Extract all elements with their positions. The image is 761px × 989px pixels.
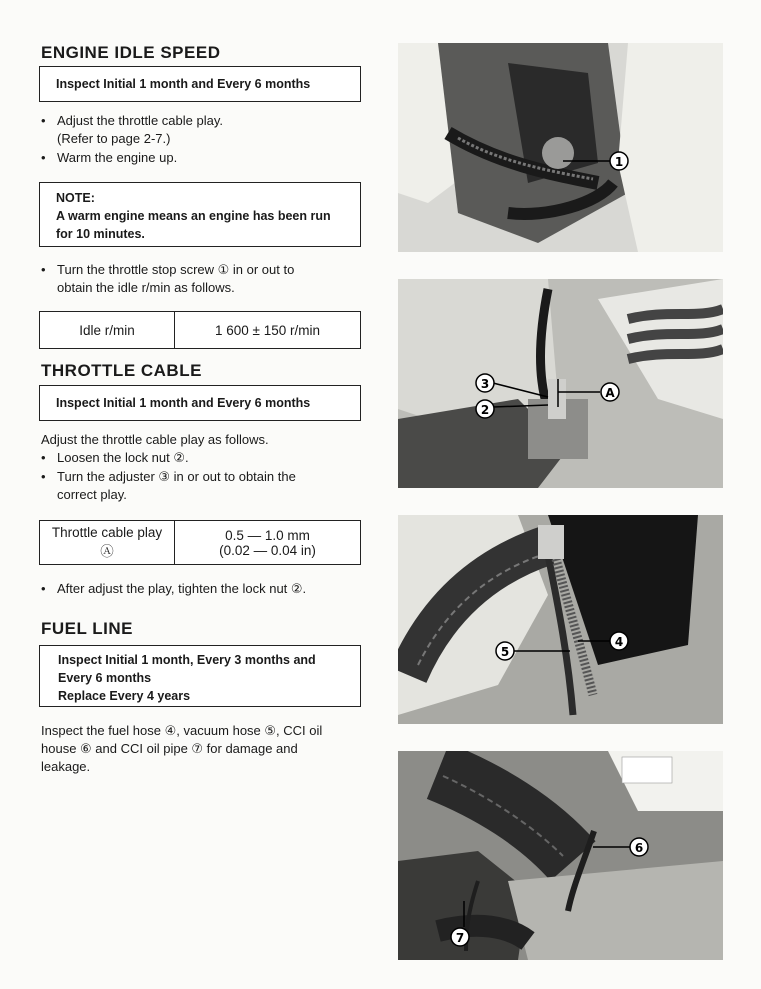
throttle-play-label-cell <box>40 521 175 564</box>
idle-spec-value-cell <box>175 312 360 348</box>
engine-idle-interval-box <box>39 66 361 102</box>
photo-throttle-adjuster <box>398 279 723 488</box>
engine-idle-step-1-ref: (Refer to page 2-7.) <box>57 131 171 146</box>
callout-7: 7 <box>455 931 465 945</box>
throttle-cable-intro: Adjust the throttle cable play as follows. <box>41 432 269 447</box>
throttle-cable-step-2 <box>41 468 375 504</box>
throttle-cable-step-1 <box>41 449 189 467</box>
engine-idle-step-2-text: Warm the engine up. <box>57 150 178 165</box>
engine-idle-step-2 <box>41 149 177 167</box>
callout-3: 3 <box>480 377 490 391</box>
engine-idle-step-3 <box>41 261 375 297</box>
callout-a: A <box>605 386 615 400</box>
idle-spec-label-cell <box>40 312 175 348</box>
callout-2: 2 <box>480 403 490 417</box>
callout-6: 6 <box>634 841 644 855</box>
throttle-cable-interval-box <box>39 385 361 421</box>
fuel-line-interval-2: Every 6 months <box>58 671 152 685</box>
fuel-line-interval-1: Inspect Initial 1 month, Every 3 months and <box>58 653 316 667</box>
fuel-line-text <box>41 722 361 776</box>
throttle-play-label-mark: Ⓐ <box>100 544 114 559</box>
fuel-line-interval-box <box>39 645 361 707</box>
photo-idle-screw <box>398 43 723 252</box>
engine-idle-heading: ENGINE IDLE SPEED <box>41 43 221 62</box>
engine-idle-step-1 <box>41 112 223 148</box>
idle-spec-label: Idle r/min <box>79 322 135 338</box>
note-line-1: A warm engine means an engine has been run <box>56 209 331 223</box>
note-box <box>39 182 361 247</box>
throttle-cable-step-1-text: Loosen the lock nut ②. <box>57 450 189 465</box>
fuel-line-text-1: Inspect the fuel hose ④, vacuum hose ⑤, CCI oil <box>41 723 323 738</box>
idle-spec-value: 1 600 ± 150 r/min <box>215 322 320 338</box>
throttle-cable-step-2-line-1: Turn the adjuster ③ in or out to obtain the <box>57 469 296 484</box>
throttle-cable-step-2-line-2: correct play. <box>57 487 127 502</box>
callout-5: 5 <box>500 645 510 659</box>
callout-1: 1 <box>614 155 624 169</box>
throttle-cable-heading: THROTTLE CABLE <box>41 361 202 380</box>
idle-spec-table <box>39 311 361 349</box>
throttle-play-value-in: (0.02 — 0.04 in) <box>219 542 316 558</box>
throttle-cable-step-3 <box>41 580 306 598</box>
fuel-line-heading: FUEL LINE <box>41 619 134 638</box>
photo-cci-oil <box>398 751 723 960</box>
engine-idle-interval: Inspect Initial 1 month and Every 6 months <box>56 77 311 91</box>
throttle-cable-step-3-text: After adjust the play, tighten the lock nut ②. <box>57 581 307 596</box>
fuel-line-text-3: leakage. <box>41 759 91 774</box>
engine-idle-step-1-text: Adjust the throttle cable play. <box>57 113 223 128</box>
throttle-play-value-cell <box>175 521 360 564</box>
engine-idle-step-3-line-1: Turn the throttle stop screw ① in or out to <box>57 262 295 277</box>
note-line-2: for 10 minutes. <box>56 227 145 241</box>
engine-idle-step-3-line-2: obtain the idle r/min as follows. <box>57 280 235 295</box>
callout-4: 4 <box>614 635 624 649</box>
throttle-play-label: Throttle cable play <box>51 525 163 540</box>
throttle-play-spec-table <box>39 520 361 565</box>
fuel-line-interval-3: Replace Every 4 years <box>58 689 191 703</box>
throttle-cable-interval: Inspect Initial 1 month and Every 6 months <box>56 396 311 410</box>
photo-fuel-hose <box>398 515 723 724</box>
throttle-play-value-mm: 0.5 — 1.0 mm <box>225 527 310 543</box>
fuel-line-text-2: house ⑥ and CCI oil pipe ⑦ for damage and <box>41 741 298 756</box>
note-title: NOTE: <box>56 191 95 205</box>
